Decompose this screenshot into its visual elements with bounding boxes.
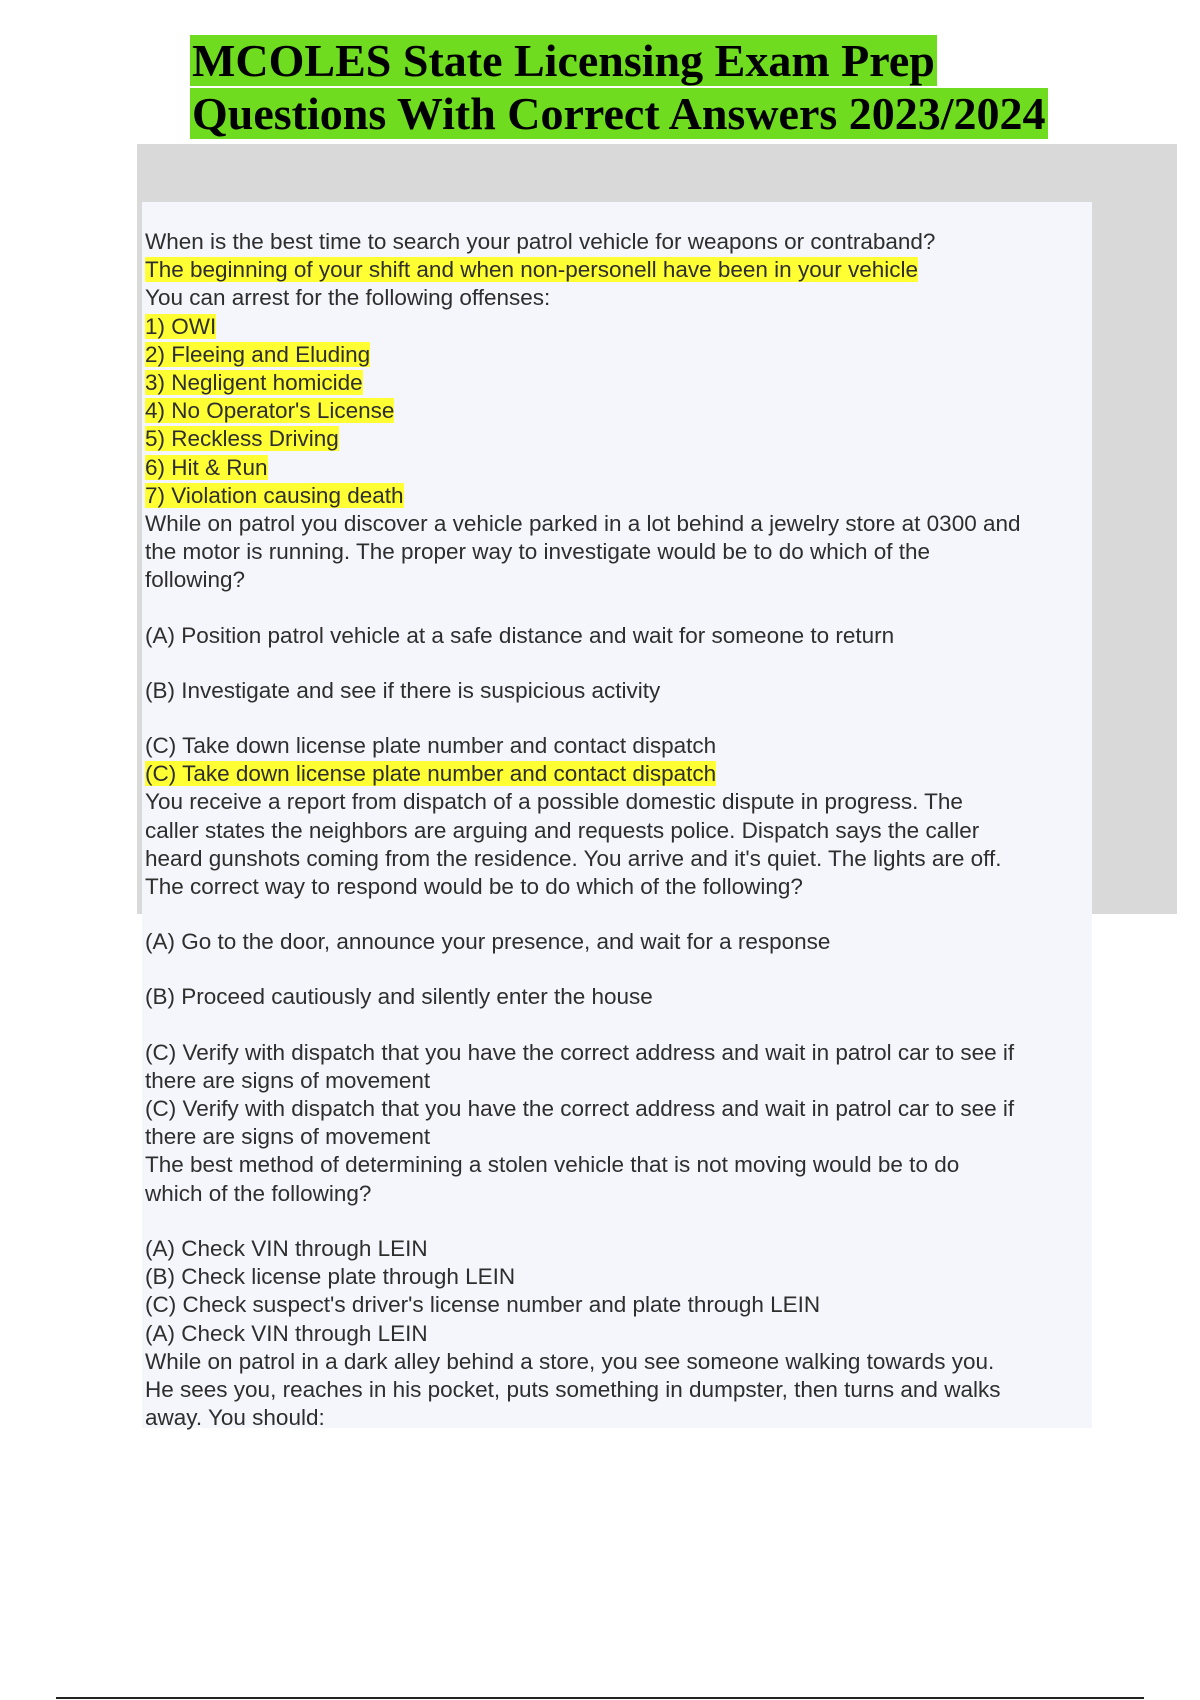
question-4-line: caller states the neighbors are arguing and requests police. Dispatch says the caller [145, 817, 980, 843]
title-line-2: Questions With Correct Answers 2023/2024 [192, 88, 1046, 139]
question-4-option-c: (C) Verify with dispatch that you have the correct address and wait in patrol car to see if [145, 1039, 1015, 1065]
page-footer-rule [56, 1697, 1144, 1699]
question-4-option-a: (A) Go to the door, announce your presence, and wait for a response [145, 929, 831, 955]
answer-4: (C) Verify with dispatch that you have the correct address and wait in patrol car to see if [145, 1096, 1015, 1122]
answer-2-item: 1) OWI [145, 313, 217, 339]
question-4-option-b: (B) Proceed cautiously and silently enter the house [145, 984, 653, 1010]
answer-2-item: 6) Hit & Run [145, 454, 268, 480]
question-3-line: the motor is running. The proper way to investigate would be to do which of the [145, 539, 931, 565]
answer-2-item: 2) Fleeing and Eluding [145, 341, 371, 367]
question-3-option-a: (A) Position patrol vehicle at a safe distance and wait for someone to return [145, 622, 895, 648]
title-line-1: MCOLES State Licensing Exam Prep [192, 35, 935, 86]
question-6-line: While on patrol in a dark alley behind a store, you see someone walking towards you. [145, 1348, 995, 1374]
document-title [190, 34, 1110, 140]
answer-3: (C) Take down license plate number and contact dispatch [145, 761, 717, 787]
question-5-line: The best method of determining a stolen vehicle that is not moving would be to do [145, 1152, 960, 1178]
question-3-line: following? [145, 567, 246, 593]
question-3-option-c: (C) Take down license plate number and contact dispatch [145, 733, 717, 759]
answer-2-item: 3) Negligent homicide [145, 370, 363, 396]
question-6-line: He sees you, reaches in his pocket, puts something in dumpster, then turns and walks [145, 1376, 1001, 1402]
question-5-option: (B) Check license plate through LEIN [145, 1264, 516, 1290]
answer-5: (A) Check VIN through LEIN [145, 1320, 428, 1346]
answer-2-item: 4) No Operator's License [145, 398, 395, 424]
question-6-line: away. You should: [145, 1405, 325, 1431]
answer-4: there are signs of movement [145, 1124, 431, 1150]
answer-1: The beginning of your shift and when non-personell have been in your vehicle [145, 257, 919, 283]
question-4-line: You receive a report from dispatch of a possible domestic dispute in progress. The [145, 789, 963, 815]
question-list [145, 228, 1095, 1432]
question-1: When is the best time to search your patrol vehicle for weapons or contraband? [145, 229, 936, 254]
answer-2-item: 7) Violation causing death [145, 482, 404, 508]
question-3-option-b: (B) Investigate and see if there is suspicious activity [145, 677, 661, 703]
answer-2-item: 5) Reckless Driving [145, 426, 339, 452]
question-5-option: (C) Check suspect's driver's license number and plate through LEIN [145, 1292, 821, 1318]
question-2: You can arrest for the following offenses: [145, 285, 551, 311]
question-4-line: The correct way to respond would be to do which of the following? [145, 874, 803, 900]
question-4-line: heard gunshots coming from the residence. You arrive and it's quiet. The lights are off. [145, 845, 1002, 871]
question-5-option: (A) Check VIN through LEIN [145, 1235, 428, 1261]
question-5-line: which of the following? [145, 1180, 372, 1206]
question-4-option-c: there are signs of movement [145, 1067, 431, 1093]
question-3-line: While on patrol you discover a vehicle parked in a lot behind a jewelry store at 0300 and [145, 511, 1021, 537]
